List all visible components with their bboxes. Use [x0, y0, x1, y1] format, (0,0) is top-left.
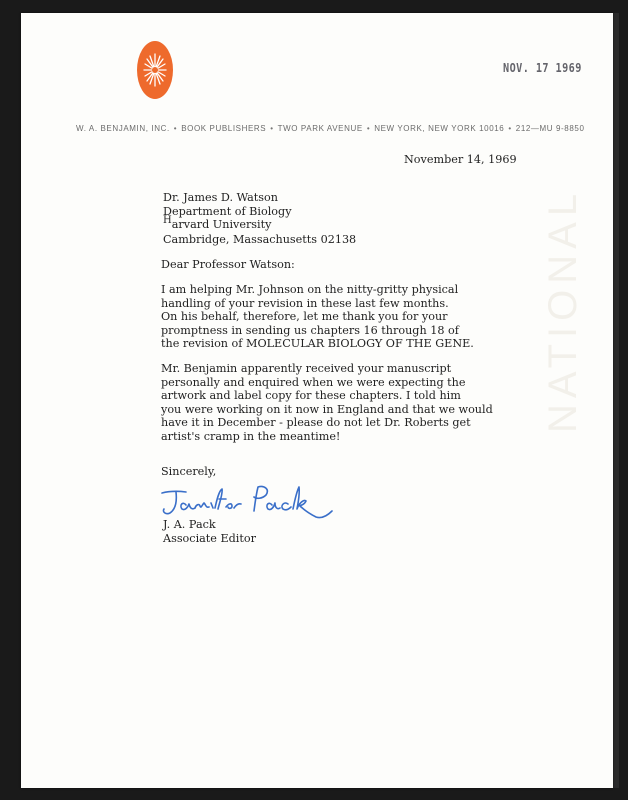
- paragraph-line: Mr. Benjamin apparently received your manuscript: [161, 362, 452, 375]
- paragraph-2: [161, 362, 581, 443]
- university-initial: H: [163, 215, 172, 226]
- bullet-separator: •: [173, 124, 178, 133]
- letter-date: November 14, 1969: [404, 153, 517, 166]
- letterhead-phone: 212—MU 9-8850: [515, 124, 585, 133]
- paragraph-1: [161, 283, 581, 351]
- recipient-department: Department of Biology: [163, 204, 292, 218]
- closing: Sincerely,: [161, 465, 217, 478]
- letterhead-city: NEW YORK, NEW YORK 10016: [374, 124, 505, 133]
- recipient-address: [163, 191, 356, 246]
- recipient-city: Cambridge, Massachusetts 02138: [163, 232, 357, 246]
- bullet-separator: •: [508, 124, 512, 133]
- watermark: NATIONAL: [541, 187, 585, 433]
- paragraph-line: artist's cramp in the meantime!: [161, 429, 341, 443]
- paragraph-line: you were working on it now in England and that we would: [161, 402, 493, 416]
- letter-page: [21, 13, 613, 788]
- salutation: Dear Professor Watson:: [161, 258, 295, 271]
- paragraph-line: I am helping Mr. Johnson on the nitty-gritty physical: [161, 283, 459, 296]
- letterhead: [76, 124, 585, 133]
- recipient-university: [163, 215, 356, 233]
- bullet-separator: •: [270, 124, 274, 133]
- recipient-name: Dr. James D. Watson: [163, 191, 278, 204]
- paragraph-line: artwork and label copy for these chapters. I told him: [161, 389, 461, 402]
- page-edge: [613, 13, 619, 788]
- publisher-logo: [136, 40, 174, 100]
- letterhead-street: TWO PARK AVENUE: [277, 124, 363, 133]
- paragraph-line: have it in December - please do not let Dr. Roberts get: [161, 416, 471, 429]
- signer-title: Associate Editor: [163, 531, 256, 545]
- letterhead-division: BOOK PUBLISHERS: [181, 124, 267, 133]
- paragraph-line: On his behalf, therefore, let me thank you for your: [161, 310, 448, 323]
- paragraph-line: the revision of MOLECULAR BIOLOGY OF THE GENE.: [161, 337, 474, 350]
- handwritten-signature: [156, 481, 336, 521]
- university-rest: arvard University: [171, 218, 272, 231]
- signer-block: [163, 518, 256, 545]
- received-date-stamp: NOV. 17 1969: [503, 61, 582, 75]
- paragraph-line: promptness in sending us chapters 16 through 18 of: [161, 323, 459, 337]
- letterhead-company: W. A. BENJAMIN, INC.: [76, 124, 170, 133]
- paragraph-line: handling of your revision in these last few months.: [161, 296, 449, 310]
- bullet-separator: •: [366, 124, 371, 133]
- paragraph-line: personally and enquired when we were expecting the: [161, 375, 466, 389]
- signer-name: J. A. Pack: [163, 518, 216, 531]
